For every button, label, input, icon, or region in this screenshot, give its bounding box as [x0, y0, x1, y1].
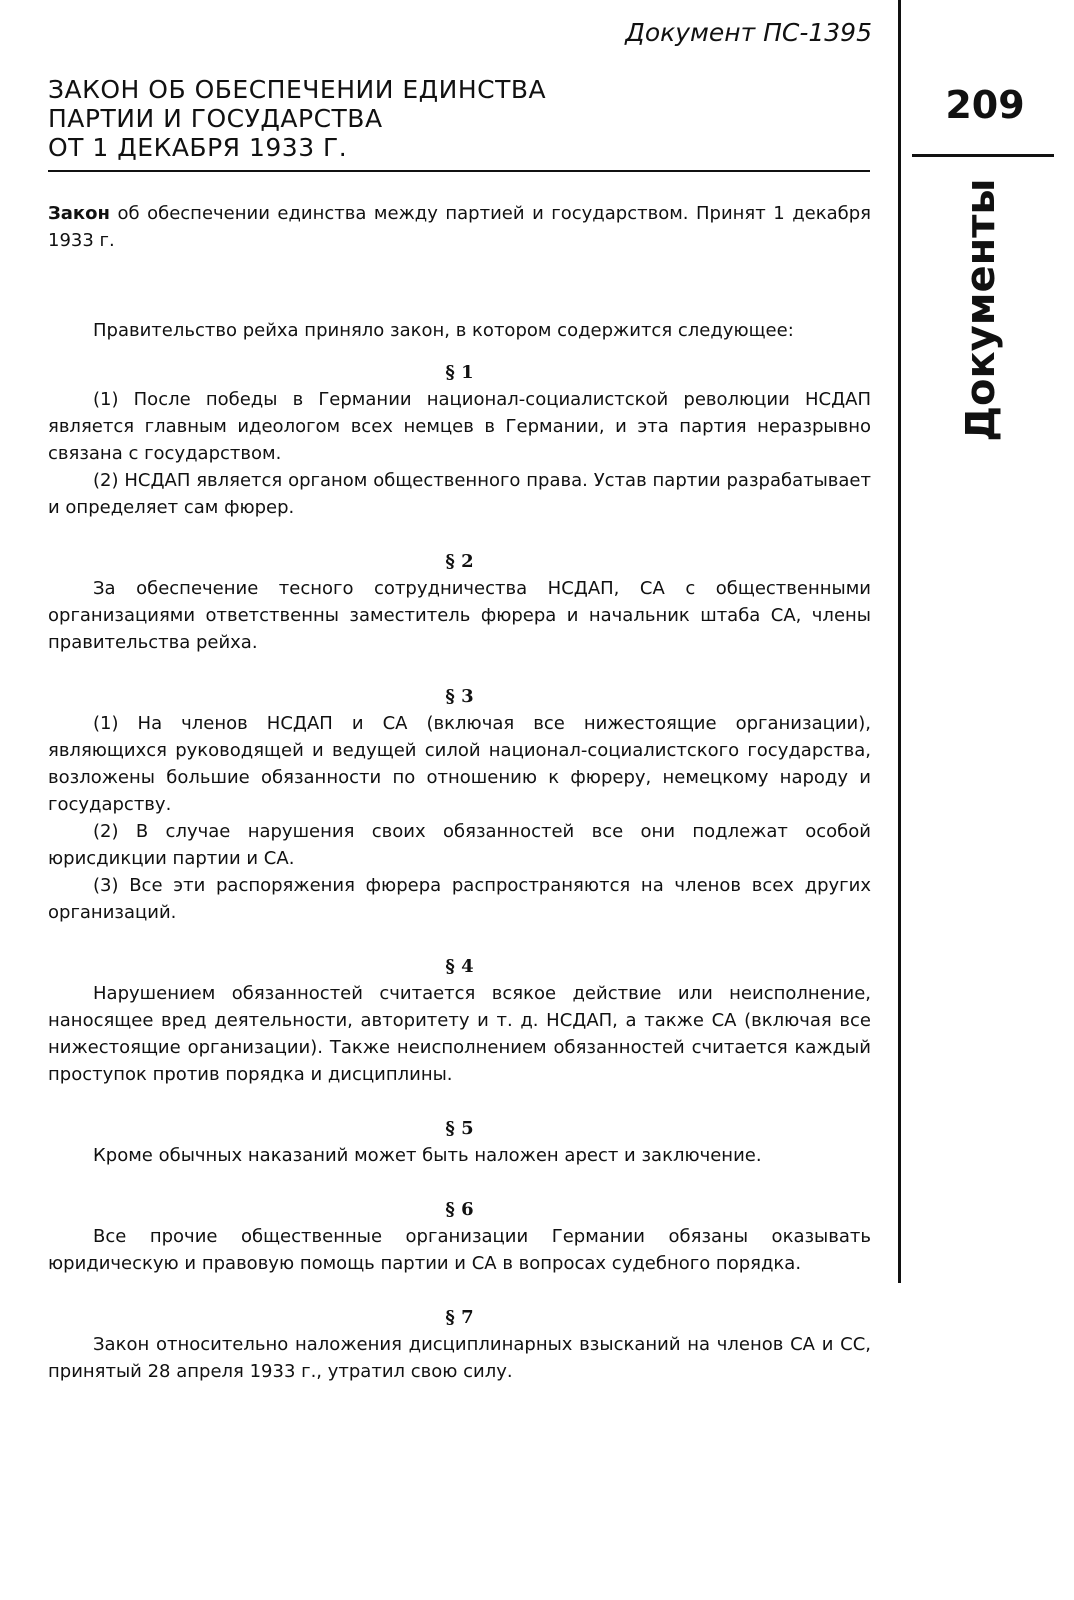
section-paragraph: Закон относительно наложения дисциплинарных взысканий на членов СА и СС, принятый 28 апреля 1933 г., утратил свою силу. [48, 1334, 871, 1382]
section-heading: § 1 [445, 362, 474, 383]
title-line: ЗАКОН ОБ ОБЕСПЕЧЕНИИ ЕДИНСТВА [48, 75, 547, 104]
document-summary [48, 200, 871, 254]
summary-text: об обеспечении единства между партией и государством. Принят 1 декабря 1933 г. [48, 203, 871, 251]
section-paragraph: Нарушением обязанностей считается всякое действие или неисполнение, наносящее вред деятельности, авторитету и т. д. НСДАП, а также СА (включая все нижестоящие организации). Также неисполнением обязанностей считается каждый проступок против порядка и дисциплины. [48, 983, 871, 1085]
section-paragraph: (3) Все эти распоряжения фюрера распространяются на членов всех других организаций. [48, 875, 871, 923]
section-4 [48, 953, 871, 1088]
section-paragraph: (1) После победы в Германии национал-социалистской революции НСДАП является главным идеологом всех немцев в Германии, и эта партия неразрывно связана с государством. [48, 389, 871, 464]
section-label: Документы [958, 178, 1004, 442]
section-paragraph: Все прочие общественные организации Германии обязаны оказывать юридическую и правовую помощь партии и СА в вопросах судебного порядка. [48, 1226, 871, 1274]
section-heading: § 6 [445, 1199, 474, 1220]
section-2 [48, 548, 871, 656]
section-heading: § 4 [445, 956, 474, 977]
section-7 [48, 1304, 871, 1385]
margin-rule [898, 0, 901, 1283]
section-heading: § 7 [445, 1307, 474, 1328]
section-paragraph: За обеспечение тесного сотрудничества НСДАП, СА с общественными организациями ответственны заместитель фюрера и начальник штаба СА, члены правительства рейха. [48, 578, 871, 653]
document-title [48, 75, 878, 162]
page-number-divider [912, 154, 1054, 157]
section-paragraph: (2) НСДАП является органом общественного права. Устав партии разрабатывает и определяет сам фюрер. [48, 470, 871, 518]
title-line: ОТ 1 ДЕКАБРЯ 1933 Г. [48, 133, 348, 162]
section-paragraph: (2) В случае нарушения своих обязанностей все они подлежат особой юрисдикции партии и СА. [48, 821, 871, 869]
intro-paragraph: Правительство рейха приняло закон, в котором содержится следующее: [93, 320, 794, 341]
document-body [48, 200, 871, 1385]
section-6 [48, 1196, 871, 1277]
title-line: ПАРТИИ И ГОСУДАРСТВА [48, 104, 383, 133]
section-paragraph: Кроме обычных наказаний может быть наложен арест и заключение. [93, 1145, 762, 1166]
section-heading: § 5 [445, 1118, 474, 1139]
page-number: 209 [945, 83, 1025, 127]
title-divider [48, 170, 870, 172]
section-1 [48, 359, 871, 521]
document-label: Документ ПС-1395 [625, 18, 872, 47]
section-heading: § 3 [445, 686, 474, 707]
section-paragraph: (1) На членов НСДАП и СА (включая все нижестоящие организации), являющихся руководящей и ведущей силой национал-социалистского государства, возложены большие обязанности по отношению к фюреру, немецкому народу и государству. [48, 713, 871, 815]
section-heading: § 2 [445, 551, 474, 572]
summary-lead: Закон [48, 203, 110, 224]
section-5 [48, 1115, 871, 1169]
section-3 [48, 683, 871, 926]
